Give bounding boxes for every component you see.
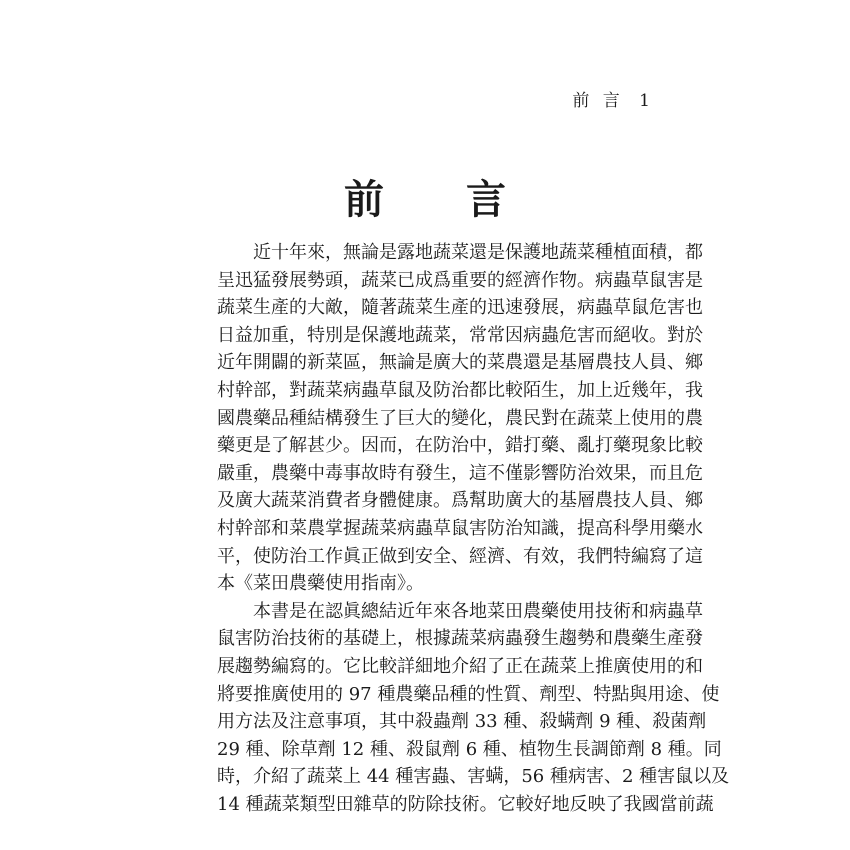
text-line: 村幹部和菜農掌握蔬菜病蟲草鼠害防治知識，提高科學用藥水: [217, 517, 703, 539]
text-line: 近年開闢的新菜區，無論是廣大的菜農還是基層農技人員、鄉: [217, 352, 703, 374]
text-line: 14 種蔬菜類型田雜草的防除技術。它較好地反映了我國當前蔬: [217, 793, 714, 815]
text-line: 村幹部，對蔬菜病蟲草鼠及防治都比較陌生，加上近幾年，我: [217, 379, 703, 401]
page-number: 1: [639, 91, 650, 111]
running-title: 前 言: [572, 91, 624, 111]
text-line: 及廣大蔬菜消費者身體健康。爲幫助廣大的基層農技人員、鄉: [217, 490, 703, 512]
text-line: 蔬菜生產的大敵，隨著蔬菜生產的迅速發展，病蟲草鼠危害也: [217, 297, 703, 319]
text-line: 29 種、除草劑 12 種、殺鼠劑 6 種、植物生長調節劑 8 種。同: [217, 738, 722, 760]
text-line: 鼠害防治技術的基礎上，根據蔬菜病蟲發生趨勢和農藥生產發: [217, 628, 703, 650]
chapter-title: 前 言: [344, 176, 540, 223]
text-line: 嚴重，農藥中毒事故時有發生，這不僅影響防治效果，而且危: [217, 462, 703, 484]
body-text: [217, 239, 730, 818]
text-line: 近十年來，無論是露地蔬菜還是保護地蔬菜種植面積，都: [253, 242, 703, 263]
text-line: 藥更是了解甚少。因而，在防治中，錯打藥、亂打藥現象比較: [217, 435, 703, 457]
text-line: 用方法及注意事項，其中殺蟲劑 33 種、殺螨劑 9 種、殺菌劑: [217, 711, 707, 733]
text-line: 呈迅猛發展勢頭，蔬菜已成爲重要的經濟作物。病蟲草鼠害是: [217, 269, 703, 291]
text-line: 日益加重，特別是保護地蔬菜，常常因病蟲危害而絕收。對於: [217, 324, 703, 346]
text-line: 展趨勢編寫的。它比較詳細地介紹了正在蔬菜上推廣使用的和: [217, 655, 703, 677]
text-line: 本《菜田農藥使用指南》。: [217, 573, 424, 595]
text-line: 平，使防治工作眞正做到安全、經濟、有效，我們特編寫了這: [217, 545, 703, 567]
text-line: 將要推廣使用的 97 種農藥品種的性質、劑型、特點與用途、使: [217, 683, 720, 705]
running-header: [572, 86, 650, 111]
text-line: 本書是在認眞總結近年來各地菜田農藥使用技術和病蟲草: [253, 600, 703, 622]
text-line: 國農藥品種結構發生了巨大的變化，農民對在蔬菜上使用的農: [217, 407, 703, 429]
text-line: 時，介紹了蔬菜上 44 種害蟲、害螨，56 種病害、2 種害鼠以及: [217, 766, 730, 788]
